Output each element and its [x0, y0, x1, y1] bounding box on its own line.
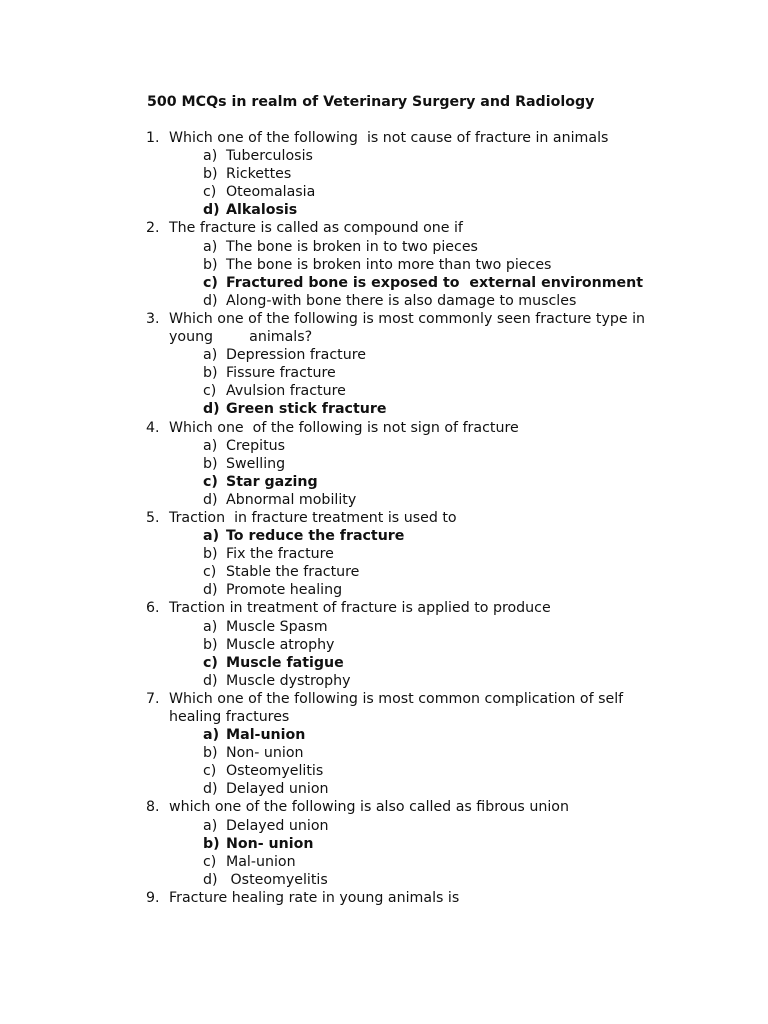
option-text: Muscle atrophy [226, 636, 335, 653]
answer-option [146, 853, 666, 871]
question-number: 6. [146, 600, 160, 617]
answer-option-correct [146, 835, 666, 853]
question-text: Which one of the following is most commonly seen fracture type in young animals? [169, 310, 650, 346]
answer-option [146, 238, 666, 256]
option-label: c) [203, 383, 217, 400]
question-text: Fracture healing rate in young animals is [169, 889, 460, 906]
option-label: b) [203, 365, 218, 382]
question-text: Traction in treatment of fracture is applied to produce [169, 600, 551, 617]
option-text: Abnormal mobility [226, 491, 357, 508]
question-item [146, 310, 666, 419]
option-text: Osteomyelitis [226, 763, 324, 780]
answer-option [146, 618, 666, 636]
option-label: c) [203, 763, 217, 780]
question-text: The fracture is called as compound one if [169, 220, 463, 237]
question-item [146, 219, 666, 309]
option-label: b) [203, 455, 218, 472]
question-line [146, 129, 666, 147]
option-label: b) [203, 166, 218, 183]
answer-option [146, 563, 666, 581]
answer-option [146, 455, 666, 473]
question-line [146, 690, 666, 726]
option-text: Non- union [226, 745, 304, 762]
answer-option-correct [146, 654, 666, 672]
answer-option [146, 382, 666, 400]
option-label: d) [203, 871, 218, 888]
answer-option [146, 183, 666, 201]
option-label: a) [203, 347, 218, 364]
question-line [146, 219, 666, 237]
option-label: a) [203, 148, 218, 165]
option-text: The bone is broken into more than two pieces [226, 256, 552, 273]
option-label: a) [203, 727, 220, 744]
option-label: a) [203, 437, 218, 454]
answer-option [146, 346, 666, 364]
question-number: 5. [146, 509, 160, 526]
option-label: a) [203, 528, 220, 545]
option-text: Depression fracture [226, 347, 366, 364]
option-text: Delayed union [226, 817, 329, 834]
option-label: a) [203, 817, 218, 834]
question-number: 3. [146, 310, 160, 327]
question-text: Which one of the following is not sign of fracture [169, 419, 519, 436]
answer-option-correct [146, 527, 666, 545]
answer-option [146, 292, 666, 310]
option-text: Osteomyelitis [226, 871, 328, 888]
answer-option [146, 762, 666, 780]
answer-option-correct [146, 400, 666, 418]
question-text: Which one of the following is most common complication of self healing fractures [169, 690, 628, 725]
answer-option [146, 817, 666, 835]
option-text: Alkalosis [226, 202, 298, 219]
answer-option [146, 437, 666, 455]
option-label: d) [203, 582, 218, 599]
option-text: Crepitus [226, 437, 286, 454]
option-text: Muscle fatigue [226, 654, 344, 671]
question-number: 1. [146, 130, 160, 146]
option-text: Oteomalasia [226, 184, 316, 201]
question-line [146, 798, 666, 816]
answer-option [146, 545, 666, 563]
option-label: c) [203, 184, 217, 201]
option-text: Swelling [226, 455, 286, 472]
option-text: Muscle dystrophy [226, 672, 351, 689]
question-item [146, 129, 666, 219]
option-label: c) [203, 473, 218, 490]
answer-option [146, 636, 666, 654]
answer-option [146, 744, 666, 762]
option-text: Fissure fracture [226, 365, 336, 382]
option-text: To reduce the fracture [226, 528, 405, 545]
option-text: Mal-union [226, 727, 306, 744]
answer-option [146, 147, 666, 165]
option-label: b) [203, 745, 218, 762]
question-number: 7. [146, 690, 160, 707]
question-item [146, 690, 666, 799]
question-number: 4. [146, 419, 160, 436]
option-text: Avulsion fracture [226, 383, 346, 400]
question-item [146, 419, 666, 509]
question-item [146, 599, 666, 689]
option-text: Promote healing [226, 582, 343, 599]
option-label: c) [203, 564, 217, 581]
option-label: b) [203, 256, 218, 273]
option-label: d) [203, 672, 218, 689]
answer-option [146, 672, 666, 690]
option-text: Tuberculosis [226, 148, 313, 165]
option-text: Along-with bone there is also damage to muscles [226, 292, 577, 309]
answer-option [146, 165, 666, 183]
option-label: a) [203, 238, 218, 255]
question-number: 9. [146, 889, 160, 906]
question-item [146, 889, 666, 907]
option-text: Star gazing [226, 473, 318, 490]
question-item [146, 509, 666, 599]
option-label: c) [203, 654, 218, 671]
question-line [146, 599, 666, 617]
option-text: Fractured bone is exposed to external environment [226, 274, 644, 291]
option-text: Stable the fracture [226, 564, 360, 581]
option-label: d) [203, 491, 218, 508]
option-text: Green stick fracture [226, 401, 387, 418]
option-label: b) [203, 546, 218, 563]
option-label: b) [203, 835, 220, 852]
answer-option [146, 581, 666, 599]
option-label: d) [203, 781, 218, 798]
question-line [146, 310, 666, 346]
question-number: 8. [146, 799, 160, 816]
option-text: Non- union [226, 835, 314, 852]
answer-option-correct [146, 274, 666, 292]
answer-option [146, 364, 666, 382]
answer-option-correct [146, 473, 666, 491]
question-list [146, 129, 666, 907]
option-label: d) [203, 292, 218, 309]
option-text: Fix the fracture [226, 546, 334, 563]
option-label: c) [203, 853, 217, 870]
question-number: 2. [146, 220, 160, 237]
question-item [146, 798, 666, 888]
option-text: Delayed union [226, 781, 329, 798]
answer-option [146, 256, 666, 274]
option-label: d) [203, 202, 220, 219]
option-text: Muscle Spasm [226, 618, 328, 635]
answer-option [146, 780, 666, 798]
option-label: c) [203, 274, 218, 291]
question-text: which one of the following is also called as fibrous union [169, 799, 569, 816]
answer-option-correct [146, 726, 666, 744]
question-text: Which one of the following is not cause of fracture in animals [169, 130, 609, 146]
option-text: The bone is broken in to two pieces [226, 238, 478, 255]
option-text: Mal-union [226, 853, 296, 870]
option-text: Rickettes [226, 166, 292, 183]
answer-option-correct [146, 201, 666, 219]
answer-option [146, 871, 666, 889]
question-line [146, 889, 666, 907]
option-label: b) [203, 636, 218, 653]
question-line [146, 509, 666, 527]
question-line [146, 419, 666, 437]
question-text: Traction in fracture treatment is used to [169, 509, 457, 526]
answer-option [146, 491, 666, 509]
option-label: a) [203, 618, 218, 635]
document-title: 500 MCQs in realm of Veterinary Surgery and Radiology [147, 94, 595, 110]
option-label: d) [203, 401, 220, 418]
